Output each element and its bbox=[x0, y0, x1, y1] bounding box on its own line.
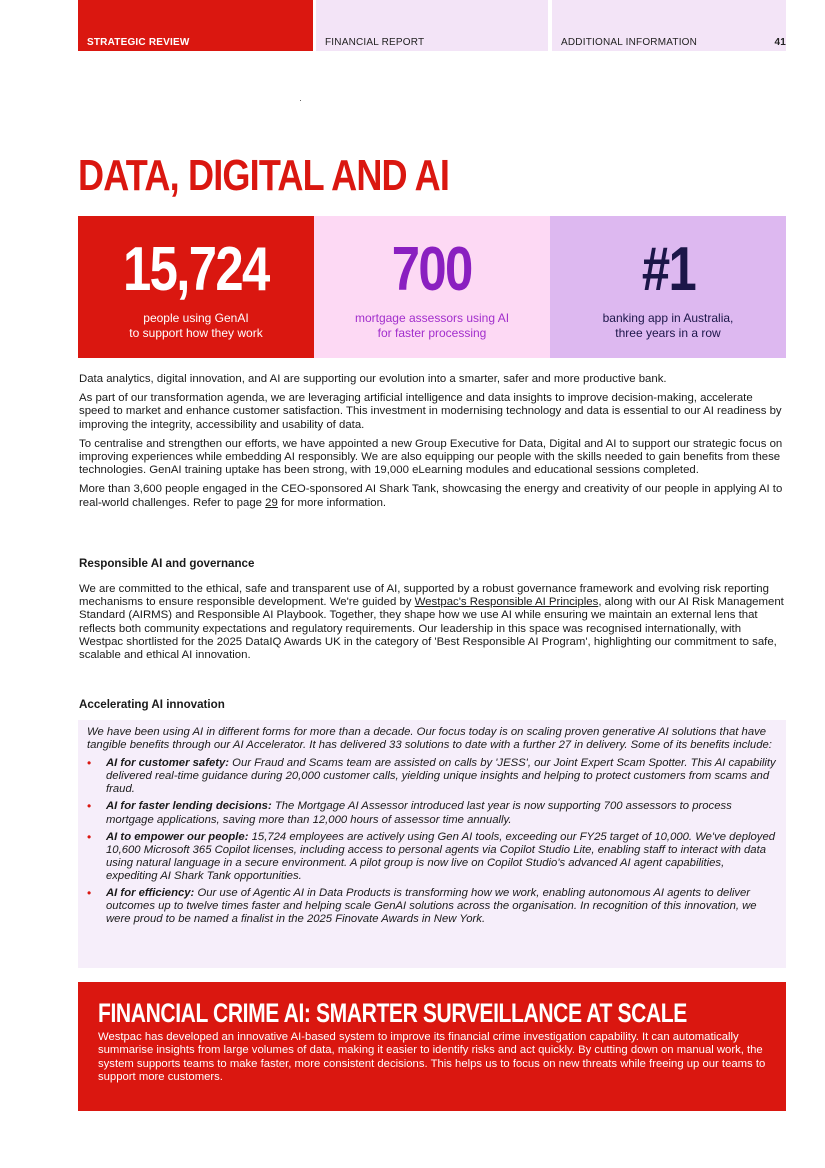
stat-label-line2: to support how they work bbox=[129, 326, 263, 340]
stat-value: #1 bbox=[641, 235, 695, 304]
nav-tab-strategic-review[interactable] bbox=[78, 0, 313, 51]
paragraph-transformation: As part of our transformation agenda, we are leveraging artificial intelligence and data insights to improve decision-making, accelerate speed to market and enhance customer satisfaction. This investment in modernising technology and data is essential to our AI readiness by improving the integrity, accessibility and usability of data. bbox=[79, 392, 782, 431]
nav-tab-financial-report[interactable] bbox=[316, 0, 548, 51]
responsible-text-end: , along with our AI Risk Management Standard (AIRMS) and Responsible AI Playbook. Together, they shape how we use AI while ensuring we maintain an external lens that reflects both community expectations and regulatory requirements. Our leadership in this space was recognised internationally, with Westpac shortlisted for the 2025 DataIQ Awards UK in the category of 'Best Responsible AI Program', highlighting our commitment to safe, scalable and ethical AI innovation. bbox=[79, 596, 784, 662]
page-title: DATA, DIGITAL AND AI bbox=[78, 151, 450, 200]
bullet-title: AI for faster lending decisions: bbox=[106, 800, 272, 813]
stat-label bbox=[314, 311, 550, 341]
nav-label-strategic: STRATEGIC REVIEW bbox=[87, 37, 190, 48]
bullet-text: 15,724 employees are actively using Gen AI tools, exceeding our FY25 target of 10,000. We've deployed 10,600 Microsoft 365 Copilot licenses, including access to personal agents via Copilot Studio Lite, enabling staff to interact with data using natural language in a secure environment. A pilot group is now live on Copilot Studio's advanced AI agent capabilities, expediting AI Shark Tank opportunities. bbox=[106, 830, 776, 882]
heading-accelerating-ai: Accelerating AI innovation bbox=[79, 698, 225, 711]
stat-value: 15,724 bbox=[123, 235, 269, 304]
shark-tank-text-end: for more information. bbox=[277, 496, 387, 509]
bullet-text: Our Fraud and Scams team are assisted on calls by 'JESS', our Joint Expert Scam Spotter. This AI capability delivered real-time guidance during 20,000 customer calls, yielding unique insights and helping to protect customers from scams and fraud. bbox=[106, 757, 776, 796]
ai-benefits-box bbox=[78, 720, 786, 968]
paragraph-responsible-ai bbox=[79, 583, 784, 662]
heading-responsible-ai: Responsible AI and governance bbox=[79, 557, 255, 570]
responsible-body bbox=[79, 583, 784, 668]
paragraph-shark-tank bbox=[79, 483, 784, 509]
page-29-link[interactable]: 29 bbox=[265, 496, 278, 509]
responsible-text: We are committed to the ethical, safe and transparent use of AI, supported by a robust governance framework and evolving risk reporting mechanisms to ensure responsible development. We're guided by bbox=[79, 583, 769, 609]
list-item bbox=[87, 831, 776, 883]
paragraph-intro: Data analytics, digital innovation, and AI are supporting our evolution into a smarter, safer and more productive bank. bbox=[79, 373, 667, 385]
list-item bbox=[87, 887, 776, 926]
stat-genai-users bbox=[78, 216, 314, 358]
list-item bbox=[87, 800, 776, 826]
bullet-text: The Mortgage AI Assessor introduced last year is now supporting 700 assessors to process mortgage applications, saving more than 12,000 hours of assessor time annually. bbox=[106, 800, 732, 826]
bullet-title: AI for efficiency: bbox=[106, 887, 195, 900]
bullet-icon: • bbox=[87, 756, 92, 771]
responsible-ai-principles-link[interactable]: Westpac's Responsible AI Principles bbox=[414, 596, 599, 609]
page-number: 41 bbox=[774, 37, 786, 48]
bullet-title: AI to empower our people: bbox=[106, 830, 249, 843]
bullet-title: AI for customer safety: bbox=[106, 757, 230, 770]
stats-panel bbox=[78, 216, 786, 358]
callout-text: Westpac has developed an innovative AI-based system to improve its financial crime investigation capability. It can automatically summarise insights from large volumes of data, making it easier to identify risks and act quickly. By cutting down on manual work, the system supports teams to make faster, more consistent decisions. This helps us to focus on new threats while freeing up our teams to support more customers. bbox=[98, 1031, 766, 1084]
nav-label-additional: ADDITIONAL INFORMATION bbox=[561, 37, 698, 48]
financial-crime-callout bbox=[78, 982, 786, 1111]
callout-heading: FINANCIAL CRIME AI: SMARTER SURVEILLANCE AT SCALE bbox=[98, 998, 687, 1028]
nav-label-financial: FINANCIAL REPORT bbox=[325, 37, 425, 48]
ai-benefits-list bbox=[87, 757, 776, 926]
bullet-icon: • bbox=[87, 799, 92, 814]
stat-value: 700 bbox=[392, 235, 472, 304]
stat-label-line1: banking app in Australia, bbox=[602, 311, 734, 325]
nav-tab-additional-information[interactable] bbox=[552, 0, 786, 51]
intro-body bbox=[79, 373, 784, 516]
paragraph-group-executive: To centralise and strengthen our efforts, we have appointed a new Group Executive for Data, Digital and AI to support our strategic focus on improving experiences while embedding AI responsibly. We are also equipping our people with the skills needed to gain benefits from these technologies. GenAI training uptake has been strong, with 19,000 eLearning modules and educational sessions completed. bbox=[79, 437, 783, 477]
stat-label bbox=[78, 311, 314, 341]
bullet-text: Our use of Agentic AI in Data Products is transforming how we work, enabling autonomous AI agents to deliver outcomes up to twelve times faster and helping scale GenAI solutions across the organisation. In recognition of this innovation, we were proud to be named a finalist in the 2025 Finovate Awards in New York. bbox=[106, 887, 757, 926]
stat-label-line2: three years in a row bbox=[615, 326, 721, 340]
stat-label-line1: people using GenAI bbox=[143, 311, 249, 325]
bullet-icon: • bbox=[87, 829, 92, 844]
stat-label-line1: mortgage assessors using AI bbox=[354, 311, 510, 325]
list-item bbox=[87, 757, 776, 796]
stat-banking-app bbox=[550, 216, 786, 358]
stat-mortgage-assessors bbox=[314, 216, 550, 358]
shark-tank-text: More than 3,600 people engaged in the CEO-sponsored AI Shark Tank, showcasing the energy and creativity of our people in applying AI to real-world challenges. Refer to page bbox=[79, 483, 783, 509]
bullet-icon: • bbox=[87, 886, 92, 901]
stat-label-line2: for faster processing bbox=[377, 326, 487, 340]
ai-benefits-intro: We have been using AI in different forms for more than a decade. Our focus today is on scaling proven generative AI solutions that have tangible benefits through our AI Accelerator. It has delivered 33 solutions to date with a further 27 in delivery. Some of its benefits include: bbox=[87, 726, 772, 752]
decorative-dot bbox=[300, 100, 301, 101]
stat-label bbox=[550, 311, 786, 341]
